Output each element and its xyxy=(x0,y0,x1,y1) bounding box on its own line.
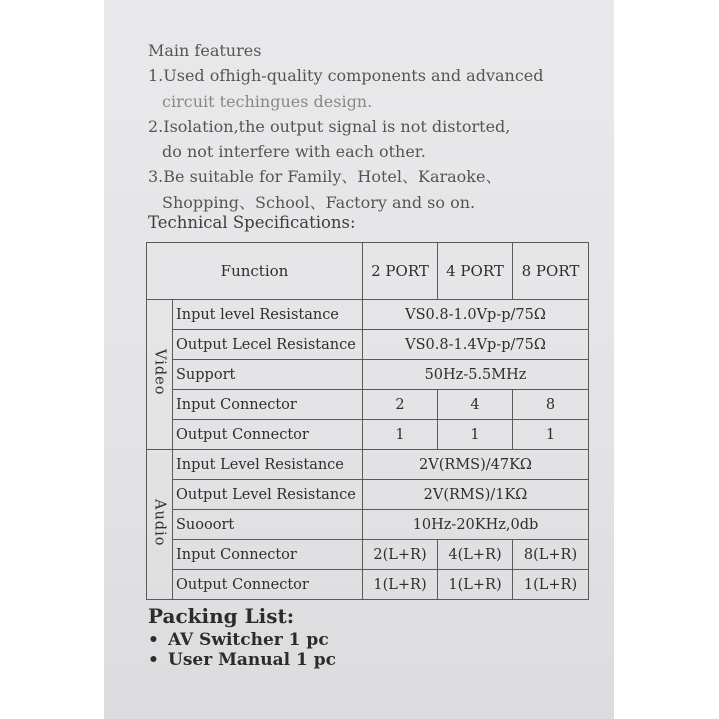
table-header-row xyxy=(147,243,589,300)
table-row xyxy=(147,390,589,420)
table-row xyxy=(147,450,589,480)
table-row xyxy=(147,540,589,570)
feature-3: 3.Be suitable for Family、Hotel、Karaoke、 xyxy=(148,167,502,187)
video-input-connector-4-port: 4 xyxy=(438,390,513,420)
audio-output-level-label: Output Level Resistance xyxy=(173,480,363,510)
video-output-connector-4-port: 1 xyxy=(438,420,513,450)
technical-specifications-title: Technical Specifications: xyxy=(148,213,356,232)
feature-2-cont: do not interfere with each other. xyxy=(162,142,426,162)
packing-item-label: User Manual 1 pc xyxy=(168,650,337,670)
specifications-table xyxy=(146,242,589,600)
audio-input-connector-8-port: 8(L+R) xyxy=(513,540,589,570)
audio-group-cell xyxy=(147,450,173,600)
packing-list xyxy=(148,630,336,670)
bullet-icon: • xyxy=(148,630,159,650)
table-row xyxy=(147,300,589,330)
video-output-connector-label: Output Connector xyxy=(173,420,363,450)
video-support-value: 50Hz-5.5MHz xyxy=(363,360,589,390)
video-output-level-value: VS0.8-1.4Vp-p/75Ω xyxy=(363,330,589,360)
audio-output-level-value: 2V(RMS)/1KΩ xyxy=(363,480,589,510)
packing-item-label: AV Switcher 1 pc xyxy=(168,630,329,650)
manual-sheet xyxy=(104,0,614,719)
packing-list-title: Packing List: xyxy=(148,604,295,628)
audio-input-connector-4-port: 4(L+R) xyxy=(438,540,513,570)
table-row xyxy=(147,510,589,540)
video-input-level-label: Input level Resistance xyxy=(173,300,363,330)
packing-list-section xyxy=(148,604,336,670)
video-group-cell xyxy=(147,300,173,450)
audio-output-connector-2-port: 1(L+R) xyxy=(363,570,438,600)
header-2-port: 2 PORT xyxy=(363,243,438,300)
audio-input-level-label: Input Level Resistance xyxy=(173,450,363,480)
audio-output-connector-8-port: 1(L+R) xyxy=(513,570,589,600)
audio-input-level-value: 2V(RMS)/47KΩ xyxy=(363,450,589,480)
video-input-connector-8-port: 8 xyxy=(513,390,589,420)
video-output-connector-2-port: 1 xyxy=(363,420,438,450)
audio-group-label: Audio xyxy=(151,498,168,547)
table-row xyxy=(147,360,589,390)
audio-support-value: 10Hz-20KHz,0db xyxy=(363,510,589,540)
table-row xyxy=(147,480,589,510)
feature-2: 2.Isolation,the output signal is not distorted, xyxy=(148,116,511,136)
video-input-connector-2-port: 2 xyxy=(363,390,438,420)
video-output-level-label: Output Lecel Resistance xyxy=(173,330,363,360)
header-function: Function xyxy=(147,243,363,300)
video-support-label: Support xyxy=(173,360,363,390)
main-features-section xyxy=(148,38,598,215)
audio-input-connector-2-port: 2(L+R) xyxy=(363,540,438,570)
feature-3-cont: Shopping、School、Factory and so on. xyxy=(162,192,476,212)
video-output-connector-8-port: 1 xyxy=(513,420,589,450)
table-row xyxy=(147,420,589,450)
video-group-label: Video xyxy=(151,349,168,396)
table-row xyxy=(147,570,589,600)
table-row xyxy=(147,330,589,360)
bullet-icon: • xyxy=(148,650,159,670)
list-item xyxy=(148,630,336,650)
header-8-port: 8 PORT xyxy=(513,243,589,300)
header-4-port: 4 PORT xyxy=(438,243,513,300)
feature-1-cont: circuit techingues design. xyxy=(162,91,373,111)
video-input-level-value: VS0.8-1.0Vp-p/75Ω xyxy=(363,300,589,330)
audio-input-connector-label: Input Connector xyxy=(173,540,363,570)
audio-support-label: Suooort xyxy=(173,510,363,540)
feature-1: 1.Used ofhigh-quality components and advanced xyxy=(148,66,544,86)
list-item xyxy=(148,650,336,670)
audio-output-connector-4-port: 1(L+R) xyxy=(438,570,513,600)
audio-output-connector-label: Output Connector xyxy=(173,570,363,600)
video-input-connector-label: Input Connector xyxy=(173,390,363,420)
features-title: Main features xyxy=(148,41,262,60)
